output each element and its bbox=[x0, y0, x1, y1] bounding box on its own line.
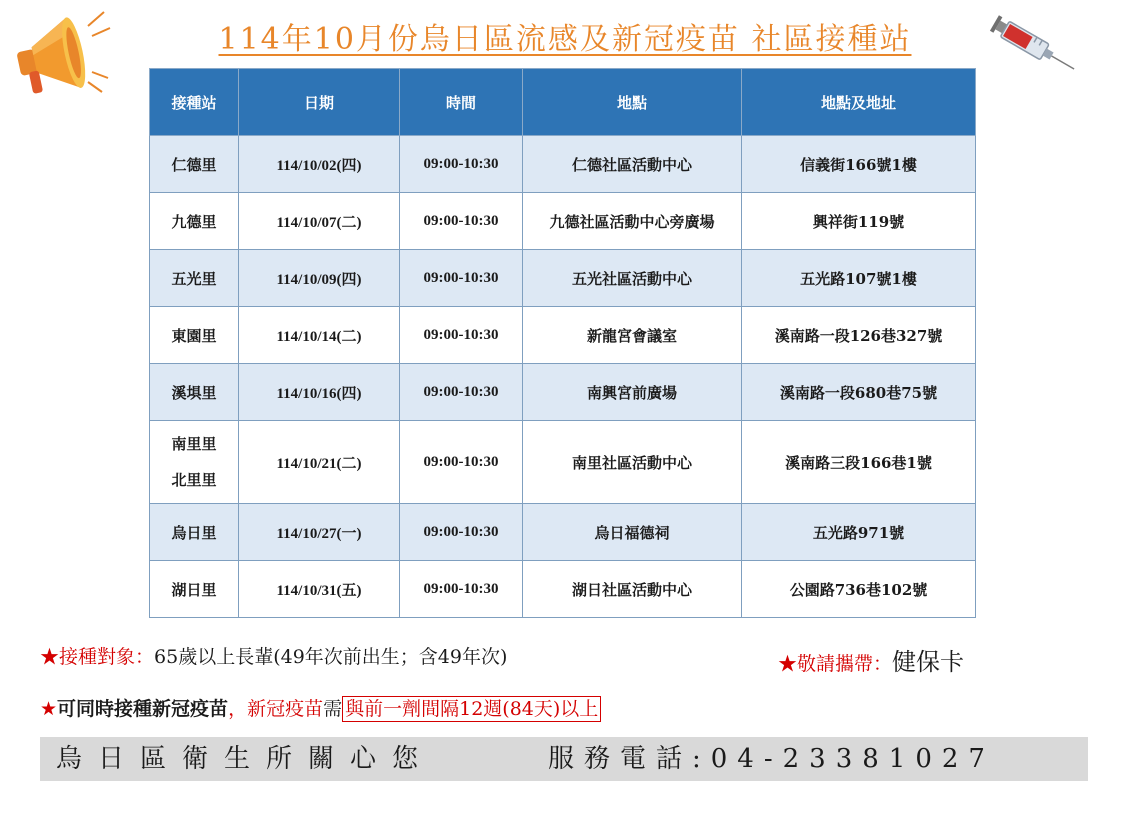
station-cell: 溪埧里 bbox=[150, 364, 239, 421]
covid-note bbox=[40, 694, 601, 721]
date-cell: 114/10/07(二) bbox=[239, 193, 400, 250]
time-cell: 09:00-10:30 bbox=[400, 561, 523, 618]
target-label: 接種對象： bbox=[59, 646, 155, 668]
table-row bbox=[150, 421, 976, 504]
address-cell: 溪南路一段126巷327號 bbox=[742, 307, 976, 364]
place-cell: 九德社區活動中心旁廣場 bbox=[523, 193, 742, 250]
time-cell: 09:00-10:30 bbox=[400, 250, 523, 307]
vaccination-schedule-table bbox=[149, 68, 976, 618]
date-cell: 114/10/02(四) bbox=[239, 136, 400, 193]
column-header-time: 時間 bbox=[400, 69, 523, 136]
covid-comma: ， bbox=[228, 698, 248, 720]
table-row bbox=[150, 193, 976, 250]
date-cell: 114/10/09(四) bbox=[239, 250, 400, 307]
date-cell: 114/10/21(二) bbox=[239, 421, 400, 504]
time-cell: 09:00-10:30 bbox=[400, 421, 523, 504]
table-row bbox=[150, 561, 976, 618]
bring-text: 健保卡 bbox=[892, 648, 965, 676]
table-row bbox=[150, 307, 976, 364]
station-cell: 湖日里 bbox=[150, 561, 239, 618]
eligibility-note bbox=[40, 642, 1100, 676]
station-cell: 九德里 bbox=[150, 193, 239, 250]
place-cell: 仁德社區活動中心 bbox=[523, 136, 742, 193]
time-cell: 09:00-10:30 bbox=[400, 364, 523, 421]
target-text: 65歲以上長輩(49年次前出生；含49年次) bbox=[154, 646, 508, 668]
place-cell: 五光社區活動中心 bbox=[523, 250, 742, 307]
station-cell: 東園里 bbox=[150, 307, 239, 364]
station-name-second: 北里里 bbox=[171, 471, 217, 489]
station-cell: 仁德里 bbox=[150, 136, 239, 193]
table-row bbox=[150, 504, 976, 561]
station-cell bbox=[150, 421, 239, 504]
footer-clinic-text: 烏日區衛生所關心您 bbox=[56, 744, 435, 774]
table-header-row bbox=[150, 69, 976, 136]
date-cell: 114/10/16(四) bbox=[239, 364, 400, 421]
star-icon: ★ bbox=[40, 698, 58, 720]
address-cell: 五光路971號 bbox=[742, 504, 976, 561]
megaphone-icon bbox=[8, 6, 114, 96]
bring-label: 敬請攜帶： bbox=[797, 653, 893, 675]
date-cell: 114/10/14(二) bbox=[239, 307, 400, 364]
star-icon: ★ bbox=[778, 653, 798, 675]
covid-bold-text: 可同時接種新冠疫苗 bbox=[57, 698, 229, 720]
station-cell: 烏日里 bbox=[150, 504, 239, 561]
footer-banner bbox=[40, 737, 1088, 781]
date-cell: 114/10/27(一) bbox=[239, 504, 400, 561]
column-header-station: 接種站 bbox=[150, 69, 239, 136]
table-row bbox=[150, 250, 976, 307]
covid-need-text: 需 bbox=[323, 698, 343, 720]
place-cell: 湖日社區活動中心 bbox=[523, 561, 742, 618]
station-name: 南里里 bbox=[171, 435, 217, 453]
address-cell: 公園路736巷102號 bbox=[742, 561, 976, 618]
table-row bbox=[150, 364, 976, 421]
time-cell: 09:00-10:30 bbox=[400, 136, 523, 193]
time-cell: 09:00-10:30 bbox=[400, 504, 523, 561]
place-cell: 新龍宮會議室 bbox=[523, 307, 742, 364]
covid-interval-box: 與前一劑間隔12週(84天)以上 bbox=[342, 696, 601, 722]
table-row bbox=[150, 136, 976, 193]
column-header-place: 地點 bbox=[523, 69, 742, 136]
footer-phone-text: 服務電話:04-23381027 bbox=[548, 744, 995, 774]
address-cell: 溪南路一段680巷75號 bbox=[742, 364, 976, 421]
address-cell: 五光路107號1樓 bbox=[742, 250, 976, 307]
column-header-address: 地點及地址 bbox=[742, 69, 976, 136]
address-cell: 興祥街119號 bbox=[742, 193, 976, 250]
place-cell: 烏日福德祠 bbox=[523, 504, 742, 561]
date-cell: 114/10/31(五) bbox=[239, 561, 400, 618]
address-cell: 信義街166號1樓 bbox=[742, 136, 976, 193]
address-cell: 溪南路三段166巷1號 bbox=[742, 421, 976, 504]
column-header-date: 日期 bbox=[239, 69, 400, 136]
station-cell: 五光里 bbox=[150, 250, 239, 307]
star-icon: ★ bbox=[40, 646, 60, 668]
place-cell: 南興宮前廣場 bbox=[523, 364, 742, 421]
place-cell: 南里社區活動中心 bbox=[523, 421, 742, 504]
time-cell: 09:00-10:30 bbox=[400, 193, 523, 250]
syringe-icon bbox=[988, 12, 1084, 82]
time-cell: 09:00-10:30 bbox=[400, 307, 523, 364]
covid-red-text: 新冠疫苗 bbox=[247, 698, 324, 720]
page-title: 114年10月份烏日區流感及新冠疫苗 社區接種站 bbox=[218, 22, 912, 57]
bring-note bbox=[778, 642, 964, 677]
